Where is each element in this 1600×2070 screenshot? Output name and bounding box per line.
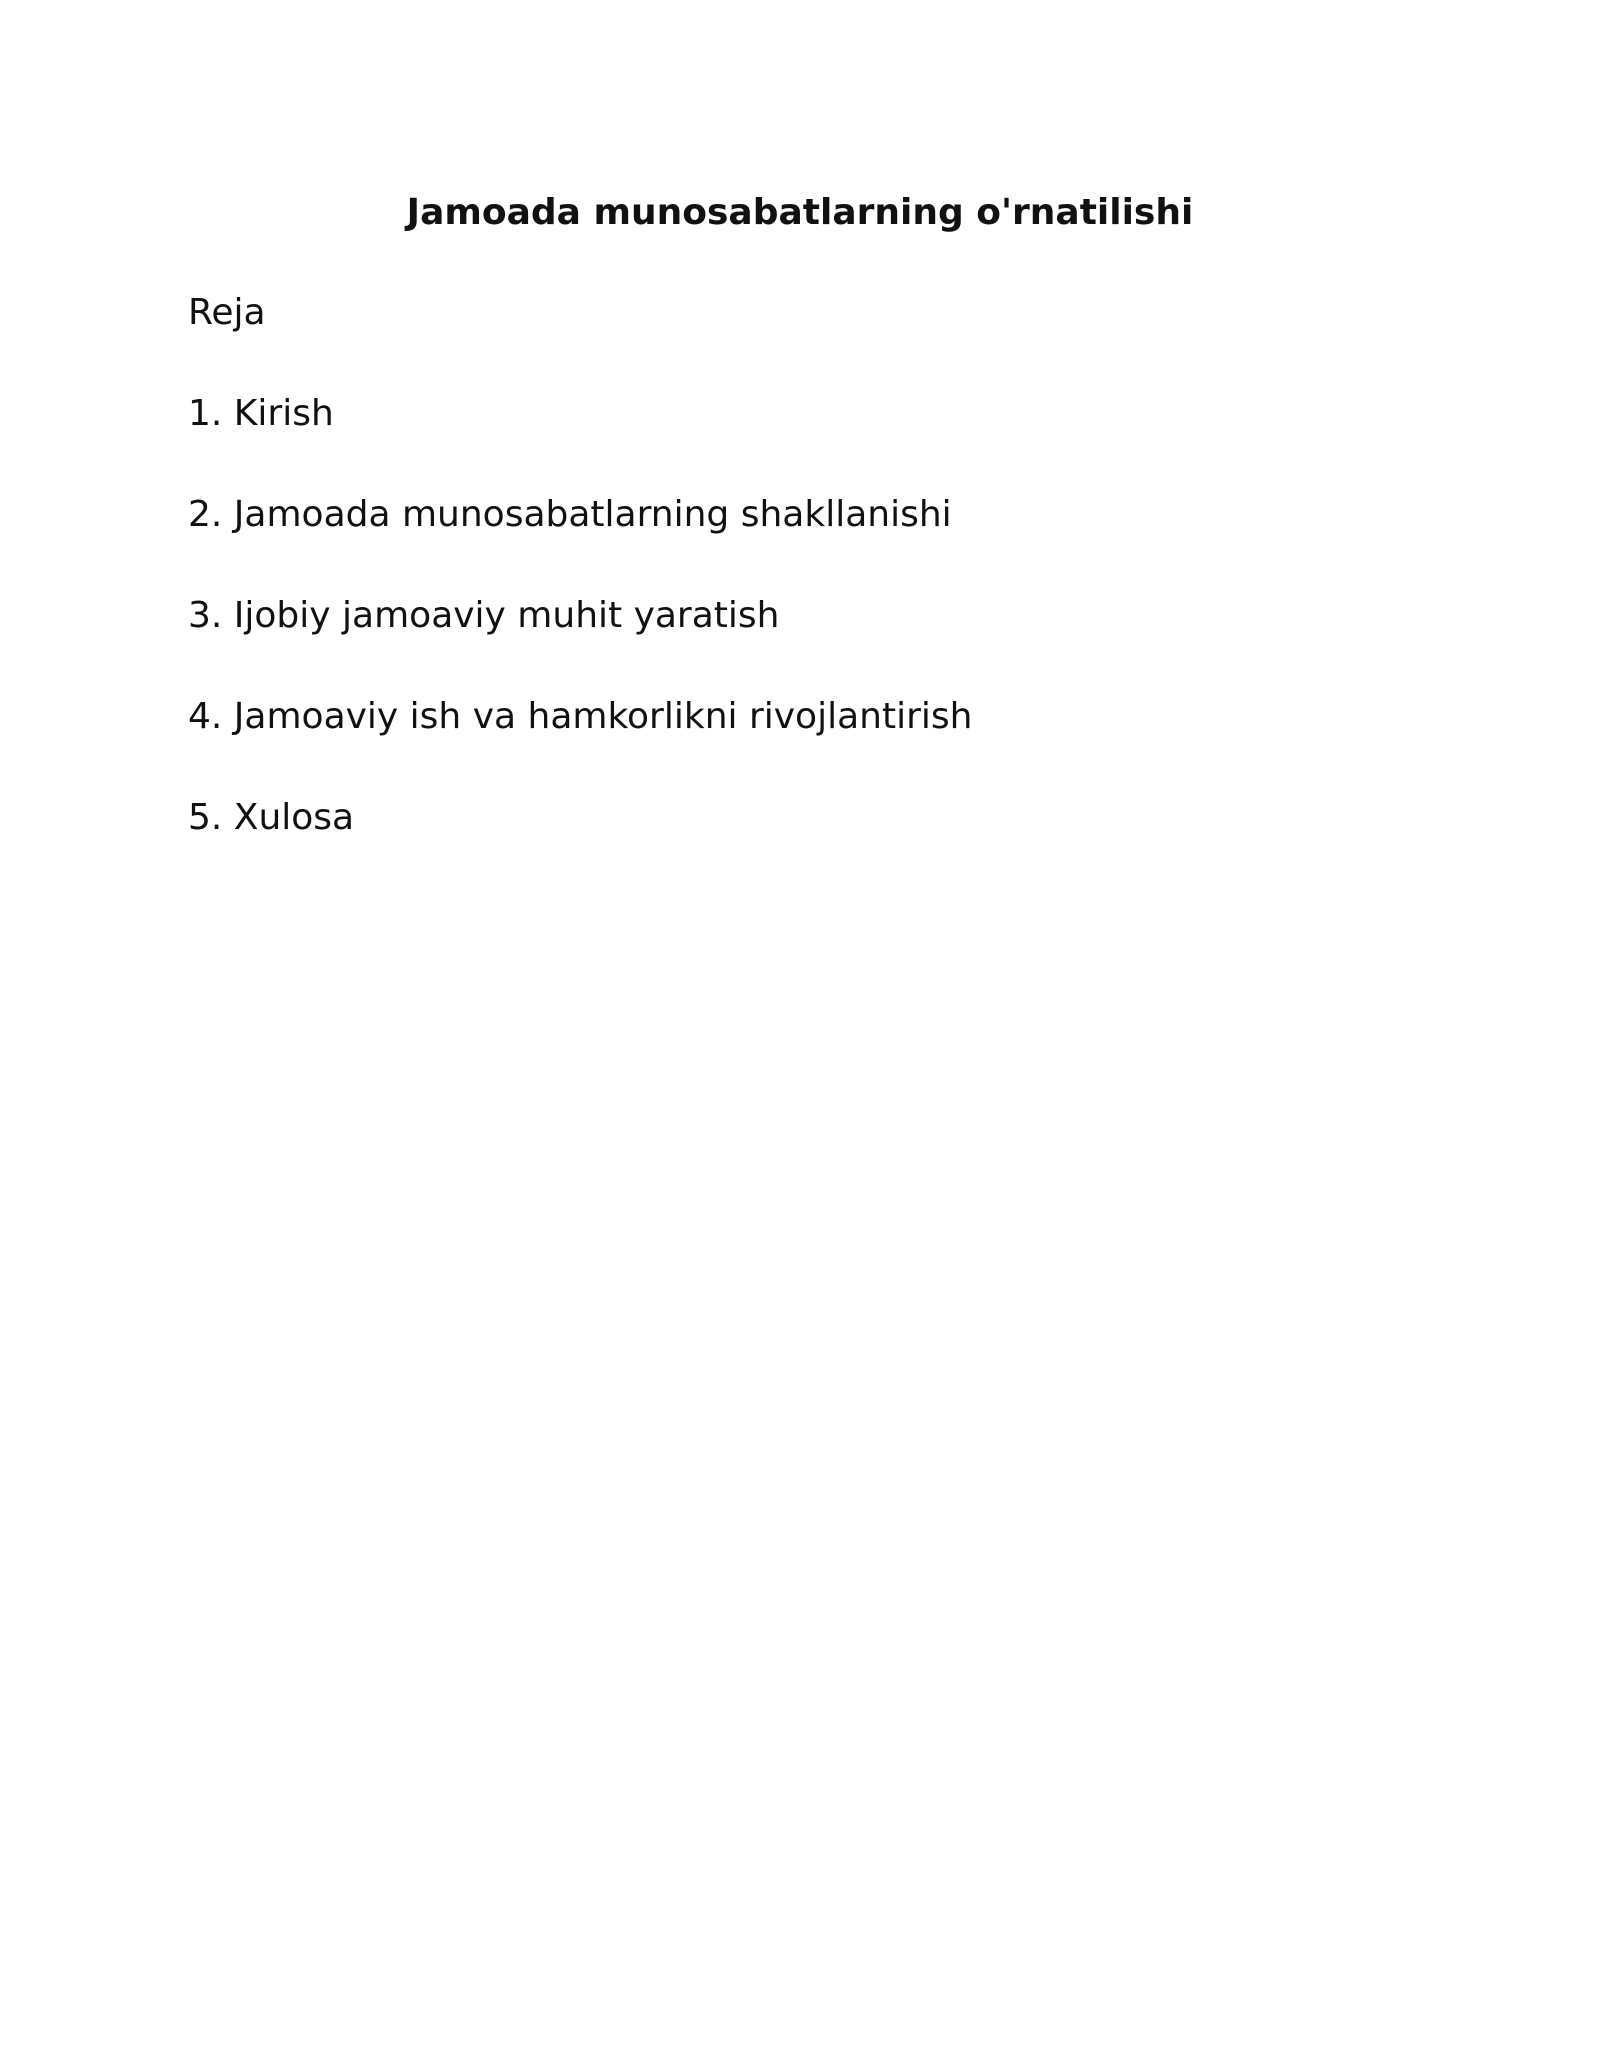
- plan-item-teamwork-development: 4. Jamoaviy ish va hamkorlikni rivojlantirish: [188, 696, 973, 737]
- plan-item-conclusion: 5. Xulosa: [188, 797, 355, 838]
- plan-list: [188, 389, 972, 894]
- plan-item-introduction: 1. Kirish: [188, 393, 334, 434]
- plan-item-relations-forming: 2. Jamoada munosabatlarning shakllanishi: [188, 494, 952, 535]
- plan-heading: Reja: [188, 292, 266, 333]
- document-title: Jamoada munosabatlarning o'rnatilishi: [406, 192, 1194, 233]
- plan-item-positive-environment: 3. Ijobiy jamoaviy muhit yaratish: [188, 595, 780, 636]
